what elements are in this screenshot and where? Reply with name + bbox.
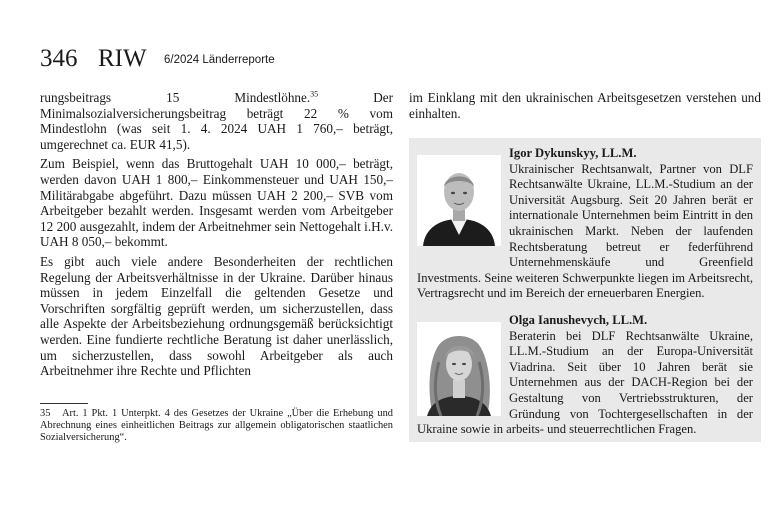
author-profile xyxy=(409,313,761,438)
author-profile xyxy=(409,146,761,302)
paragraph: Zum Beispiel, wenn das Bruttogehalt UAH 10 000,– beträgt, werden davon UAH 1 800,– Einkommensteuer und UAH 150,– Militärabgabe abgeführt. Dazu müssen UAH 2 200,– SVB vom Arbeitgeber bezahlt werden. Insgesamt werden vom Arbeitgeber 12 200 ausgezahlt, indem der Arbeitnehmer sein Nettogehalt i.H.v. UAH 8 050,– bekommt. xyxy=(40,156,393,250)
footnote-reference[interactable]: 35 xyxy=(310,89,319,99)
author-photo xyxy=(417,155,501,246)
issue-section: 6/2024 Länderreporte xyxy=(164,54,275,66)
footnote xyxy=(40,408,393,443)
footnote-text: Art. 1 Pkt. 1 Unterpkt. 4 des Gesetzes der Ukraine „Über die Erhebung und Abrechnung eines einheitlichen Beitrags zur allgemein obligatorischen staatlichen Sozialversicherung“. xyxy=(40,408,393,443)
author-name: Igor Dykunskyy, LL.M. xyxy=(509,146,637,160)
author-bio: Ukrainischer Rechtsanwalt, Partner von DLF Rechtsanwälte Ukraine, LL.M.-Studium an der Universität Augsburg. Seit 20 Jahren berät er internationale Unternehmen beim Eintritt in den ukrainischen Markt. Neben der laufenden Rechtsberatung betreut er federführend Unternehmenskäufe und Greenfield Investments. Seine weiteren Schwerpunkte liegen im Arbeitsrecht, Vertragsrecht und im Bereich der erneuerbaren Energien. xyxy=(417,161,753,301)
footnote-number: 35 xyxy=(40,408,51,419)
paragraph-text: rungsbeitrags 15 Mindestlöhne. xyxy=(40,90,311,105)
paragraph: Es gibt auch viele andere Besonderheiten der rechtlichen Regelung der Arbeitsverhältnisse in der Ukraine. Darüber hinaus müssen in jedem Einzelfall die geltenden Gesetze und Vorschriften sorgfältig geprüft werden, um sicherzustellen, dass alle Aspekte der Arbeitsbeziehung ordnungsgemäß berücksichtigt werden. Eine fundierte rechtliche Beratung ist daher unerlässlich, um sicherzustellen, dass sowohl Arbeitgeber als auch Arbeitnehmer ihre Rechte und Pflichten xyxy=(40,253,393,379)
portrait-woman-icon xyxy=(417,322,501,416)
paragraph-text: Der Minimalsozialversicherungsbeitrag beträgt 22 % vom Mindestlohn (was seit 1. 4. 2024 UAH 1 760,– beträgt, umgerechnet ca. EUR 41,5). xyxy=(40,90,393,152)
paragraph: im Einklang mit den ukrainischen Arbeitsgesetzen verstehen und einhalten. xyxy=(409,90,761,121)
portrait-man-icon xyxy=(417,155,501,246)
journal-title: RIW xyxy=(98,45,147,72)
author-photo xyxy=(417,322,501,416)
page-number: 346 xyxy=(40,45,78,72)
author-bio: Beraterin bei DLF Rechtsanwälte Ukraine, LL.M.-Studium an der Europa-Universität Viadrina. Seit über 10 Jahren berät sie Unternehmen aus der DACH-Region bei der Gestaltung von Vertriebsstrukturen, der Gründung von Tochtergesellschaften in der Ukraine sowie in arbeits- und steuerrechtlichen Fragen. xyxy=(417,328,753,437)
paragraph xyxy=(40,90,393,152)
right-column xyxy=(409,90,761,121)
author-info-box xyxy=(409,138,761,442)
left-column xyxy=(40,90,393,379)
author-name: Olga Ianushevych, LL.M. xyxy=(509,313,648,327)
footnote-divider xyxy=(40,403,88,404)
